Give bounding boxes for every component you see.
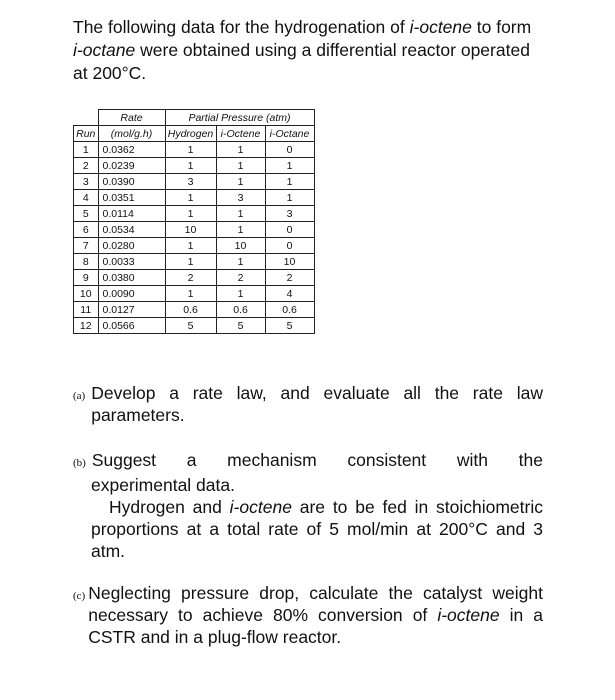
octene-cell: 1 [216,286,265,302]
rate-cell: 0.0362 [98,142,165,158]
col-hydrogen-header: Hydrogen [165,126,216,142]
table-row [74,190,315,206]
rate-cell: 0.0566 [98,318,165,334]
hydrogen-cell: 1 [165,142,216,158]
rate-cell: 0.0114 [98,206,165,222]
table-row [74,318,315,334]
table-column-header [74,126,315,142]
col-octene-header: i-Octene [216,126,265,142]
question-b [73,449,543,562]
octane-cell: 1 [265,174,314,190]
run-cell: 2 [74,158,99,174]
rate-cell: 0.0380 [98,270,165,286]
question-c [73,582,543,648]
intro-term-octane: i-octane [73,40,136,60]
table-row [74,270,315,286]
table-row [74,238,315,254]
run-cell: 5 [74,206,99,222]
hydrogen-cell: 1 [165,190,216,206]
rate-cell: 0.0390 [98,174,165,190]
hydrogen-cell: 5 [165,318,216,334]
octene-cell: 3 [216,190,265,206]
rate-cell: 0.0534 [98,222,165,238]
octane-cell: 0 [265,238,314,254]
run-cell: 9 [74,270,99,286]
run-cell: 7 [74,238,99,254]
intro-term-octene: i-octene [409,17,472,37]
table-row [74,158,315,174]
octane-cell: 5 [265,318,314,334]
octane-cell: 4 [265,286,314,302]
octene-cell: 1 [216,254,265,270]
hydrogen-cell: 1 [165,206,216,222]
rate-cell: 0.0351 [98,190,165,206]
octene-cell: 2 [216,270,265,286]
octene-cell: 0.6 [216,302,265,318]
col-rate-header: (mol/g.h) [98,126,165,142]
run-cell: 3 [74,174,99,190]
question-a-text: Develop a rate law, and evaluate all the rate law parameters. [91,383,543,425]
octene-cell: 10 [216,238,265,254]
question-b-feed-rest: are to be fed in stoichiometric proportions at a total rate of 5 mol/min at 200°C and 3 atm. [91,497,543,561]
question-c-text-1: Neglecting pressure drop, calculate the catalyst weight necessary to achieve 80% conversion of [88,583,543,625]
octene-cell: 1 [216,158,265,174]
question-b-tag: (b) [73,457,86,469]
rate-cell: 0.0280 [98,238,165,254]
rate-cell: 0.0090 [98,286,165,302]
intro-text-2: to form [471,17,532,37]
table-row [74,222,315,238]
table-row [74,254,315,270]
question-c-term: i-octene [437,605,500,625]
table-group-header [74,110,315,126]
col-octane-header: i-Octane [265,126,314,142]
octene-cell: 1 [216,222,265,238]
hydrogen-cell: 3 [165,174,216,190]
octene-cell: 1 [216,174,265,190]
question-b-term: i-octene [229,497,292,517]
hydrogen-cell: 1 [165,254,216,270]
question-b-feed [73,496,543,562]
octane-cell: 1 [265,190,314,206]
table-row [74,302,315,318]
octane-cell: 0 [265,142,314,158]
question-b-line2: experimental data. [91,475,235,495]
question-b-feed-h: Hydrogen and [109,497,230,517]
octene-cell: 1 [216,142,265,158]
intro-text-3: were obtained using a differential reactor operated at 200°C. [73,40,530,83]
hydrogen-cell: 1 [165,286,216,302]
question-c-text [88,582,543,648]
hydrogen-cell: 0.6 [165,302,216,318]
run-cell: 4 [74,190,99,206]
empty-header-cell [74,110,99,126]
octane-cell: 3 [265,206,314,222]
octane-cell: 2 [265,270,314,286]
question-a-tag: (a) [73,390,86,402]
run-cell: 6 [74,222,99,238]
run-cell: 10 [74,286,99,302]
run-cell: 1 [74,142,99,158]
rate-cell: 0.0033 [98,254,165,270]
hydrogen-cell: 10 [165,222,216,238]
data-table [73,109,315,334]
group-rate-header: Rate [98,110,165,126]
table-row [74,174,315,190]
run-cell: 11 [74,302,99,318]
group-partial-pressure-header: Partial Pressure (atm) [165,110,314,126]
question-c-tag: (c) [73,590,86,602]
col-run-header: Run [74,126,99,142]
table-row [74,206,315,222]
question-c-text-2: in a CSTR and in a plug-flow reactor. [88,605,544,647]
intro-paragraph [73,16,545,85]
table-row [74,142,315,158]
question-a [73,382,543,426]
octene-cell: 5 [216,318,265,334]
hydrogen-cell: 1 [165,158,216,174]
hydrogen-cell: 2 [165,270,216,286]
octane-cell: 0 [265,222,314,238]
octane-cell: 0.6 [265,302,314,318]
rate-cell: 0.0127 [98,302,165,318]
intro-text-1: The following data for the hydrogenation of [73,17,410,37]
octane-cell: 1 [265,158,314,174]
question-b-line1: Suggest a mechanism consistent with the [91,450,543,470]
table-row [74,286,315,302]
run-cell: 12 [74,318,99,334]
rate-cell: 0.0239 [98,158,165,174]
hydrogen-cell: 1 [165,238,216,254]
octene-cell: 1 [216,206,265,222]
octane-cell: 10 [265,254,314,270]
run-cell: 8 [74,254,99,270]
